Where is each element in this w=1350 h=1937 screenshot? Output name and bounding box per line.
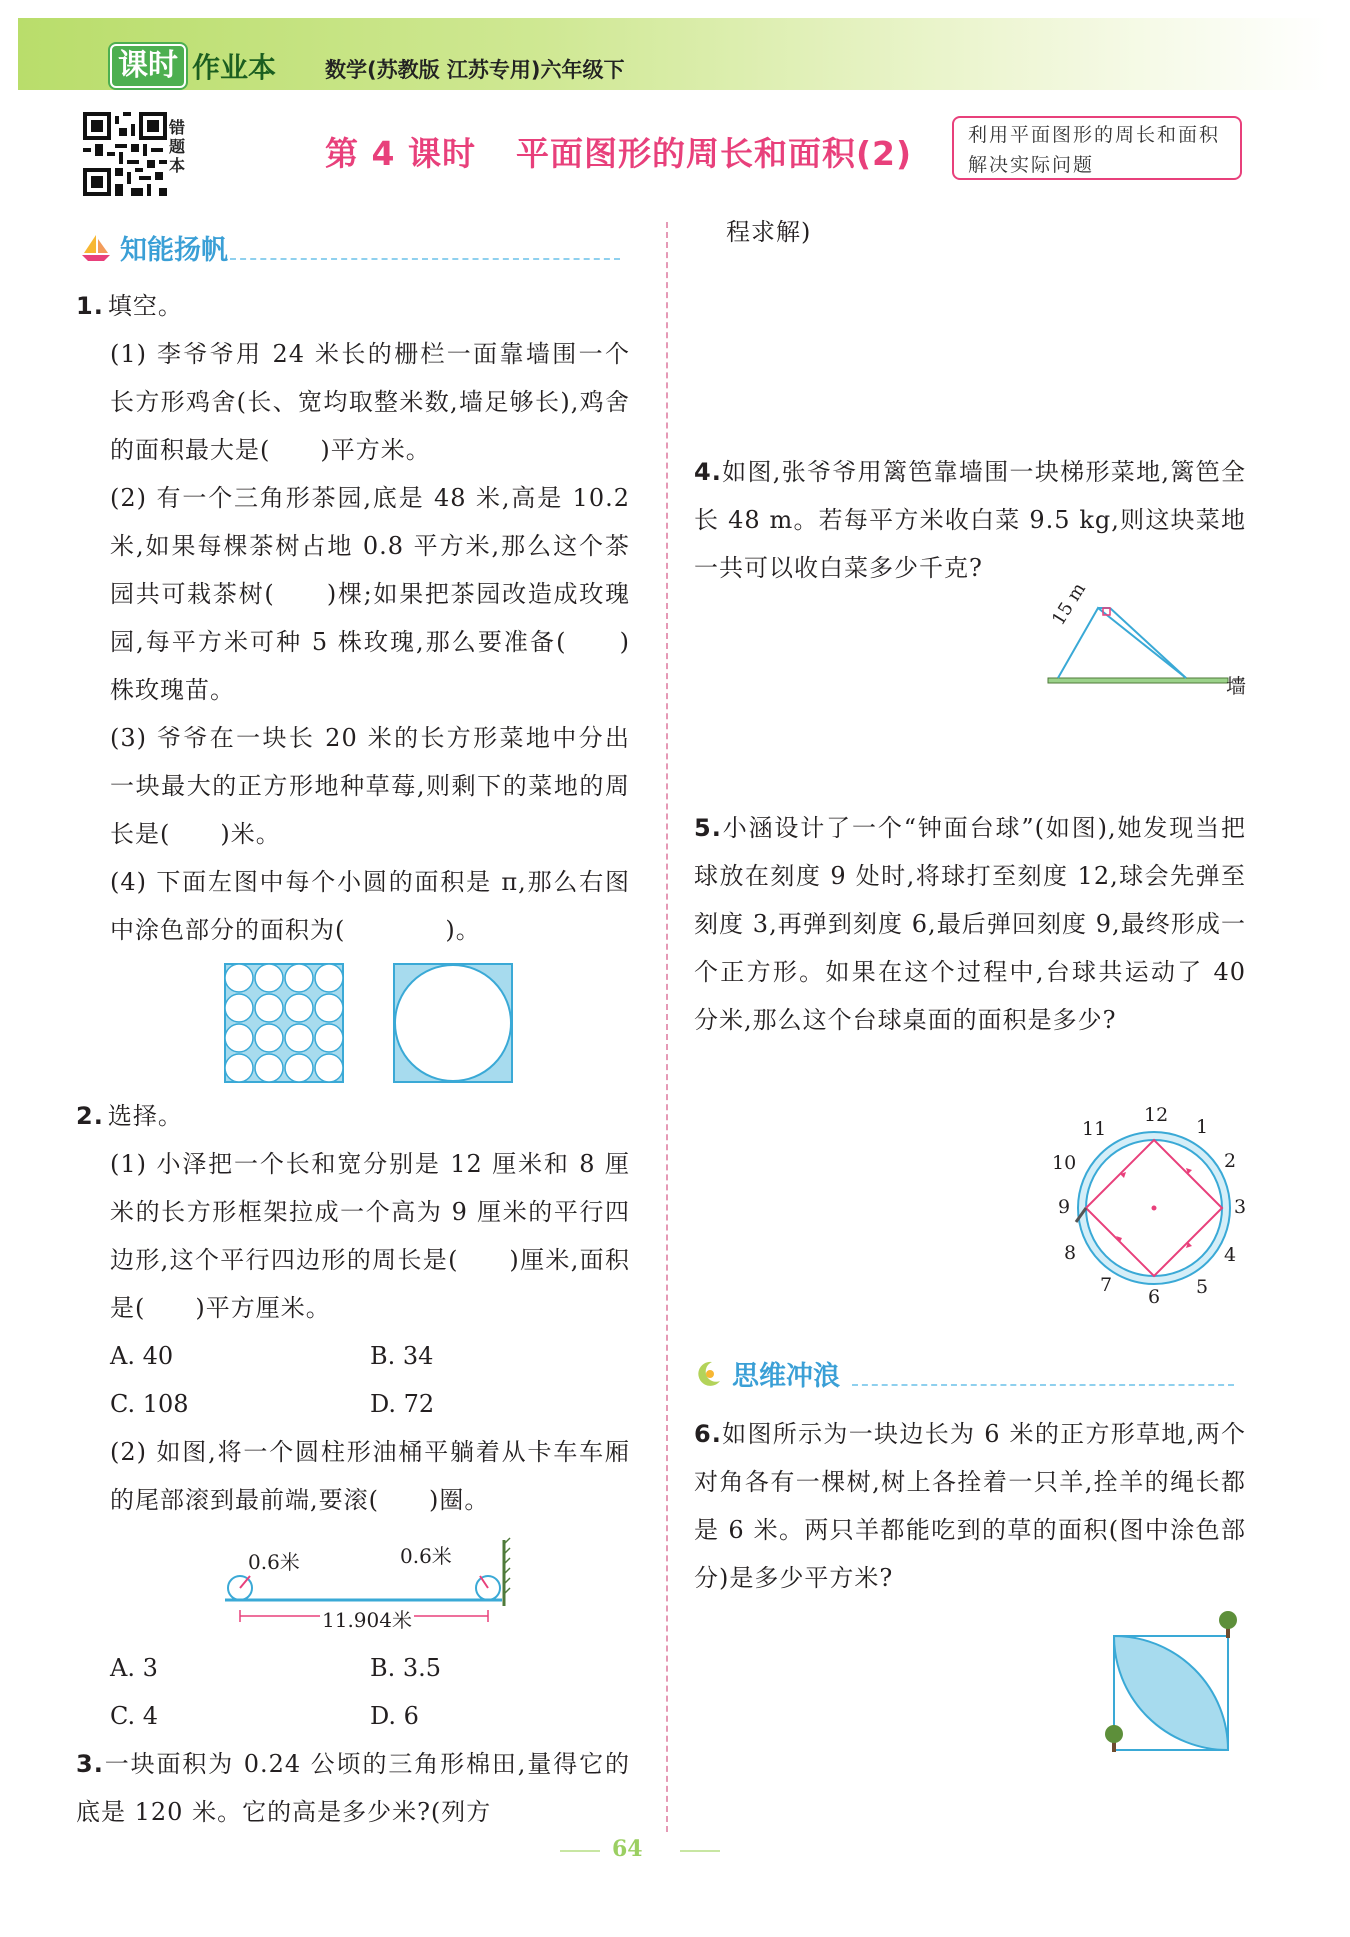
trapezoid-garden-figure (1040, 579, 1250, 698)
q2-1-option-b[interactable]: B. 34 (370, 1342, 434, 1370)
q1-part2: (2) 有一个三角形茶园,底是 48 米,高是 10.2 米,如果每棵茶树占地 0.8 平方米,那么这个茶园共可栽茶树( )棵;如果把茶园改造成玫瑰园,每平方米可种 5 株玫瑰,那么要准备( )株玫瑰苗。 (110, 484, 630, 704)
clock-1: 1 (1196, 1116, 1209, 1138)
page-number: 64 (612, 1836, 643, 1862)
brand-text: 作业本 (192, 51, 277, 84)
big-circle-figure (393, 963, 513, 1083)
brand-logo (110, 44, 276, 88)
footer-rule-right (680, 1850, 720, 1852)
clock-10: 10 (1052, 1152, 1077, 1174)
q5-text (694, 804, 1246, 1044)
section-head-2 (692, 1354, 840, 1393)
circles-grid-figure (224, 963, 344, 1083)
lesson-number: 第 4 课时 (325, 134, 476, 173)
q6-text (694, 1410, 1246, 1602)
q4-number: 4. (694, 458, 722, 486)
q6-body: 如图所示为一块边长为 6 米的正方形草地,两个对角各有一棵树,树上各拴着一只羊,拴羊的绳长都是 6 米。两只羊都能吃到的草的面积(图中涂色部分)是多少平方米? (694, 1420, 1246, 1592)
q1-part3: (3) 爷爷在一块长 20 米的长方形菜地中分出一块最大的正方形地种草莓,则剩下的菜地的周长是( )米。 (110, 724, 630, 848)
q2-heading (76, 1092, 183, 1140)
lawn-square-figure (1098, 1604, 1248, 1764)
column-divider (666, 222, 668, 1832)
q2-part2: (2) 如图,将一个圆柱形油桶平躺着从卡车车厢的尾部滚到最前端,要滚( )圈。 (110, 1438, 630, 1514)
clock-11: 11 (1082, 1118, 1107, 1140)
drum-right-radius: 0.6米 (400, 1544, 452, 1568)
section-title-1: 知能扬帆 (120, 235, 228, 266)
q2-2-option-d[interactable]: D. 6 (370, 1702, 419, 1730)
q2-title: 选择。 (107, 1102, 183, 1130)
fence-side-label: 15 m (1048, 579, 1091, 630)
footer-rule-left (560, 1850, 600, 1852)
q2-2-option-b[interactable]: B. 3.5 (370, 1654, 442, 1682)
section-divider-1 (230, 258, 620, 260)
wall-label: 墙 (1226, 674, 1246, 698)
q1-title: 填空。 (107, 292, 183, 320)
clock-2: 2 (1224, 1150, 1237, 1172)
clock-5: 5 (1196, 1276, 1209, 1298)
q1-part1: (1) 李爷爷用 24 米长的栅栏一面靠墙围一个长方形鸡舍(长、宽均取整米数,墙足够长),鸡舍的面积最大是( )平方米。 (110, 340, 630, 464)
q4-text (694, 448, 1246, 592)
q1-part4: (4) 下面左图中每个小圆的面积是 π,那么右图中涂色部分的面积为( )。 (110, 868, 630, 944)
brand-box: 课时 (110, 44, 186, 88)
bed-length: 11.904米 (320, 1604, 414, 1633)
clock-billiards-figure (1050, 1102, 1250, 1314)
clock-7: 7 (1100, 1274, 1113, 1296)
clock-4: 4 (1224, 1244, 1237, 1266)
q1-number: 1. (76, 292, 104, 320)
section-head-1 (80, 228, 228, 267)
qr-code-icon[interactable] (83, 112, 167, 196)
q5-body: 小涵设计了一个“钟面台球”(如图),她发现当把球放在刻度 9 处时,将球打至刻度 12,球会先弹至刻度 3,再弹到刻度 6,最后弹回刻度 9,最终形成一个正方形。如果在这个过程中,台球共运动了 40 分米,那么这个台球桌面的面积是多少? (694, 814, 1246, 1034)
sailboat-icon (80, 233, 112, 263)
q3-number: 3. (76, 1750, 104, 1778)
clock-9: 9 (1058, 1196, 1071, 1218)
moon-wave-icon (692, 1359, 724, 1389)
q3-continuation: 程求解) (726, 218, 812, 246)
q2-1-option-a[interactable]: A. 40 (110, 1342, 174, 1370)
lesson-objective: 利用平面图形的周长和面积解决实际问题 (952, 116, 1242, 180)
q2-1-option-d[interactable]: D. 72 (370, 1390, 435, 1418)
tree-icon (1219, 1611, 1237, 1638)
q3-body: 一块面积为 0.24 公顷的三角形棉田,量得它的底是 120 米。它的高是多少米?(列方 (76, 1750, 630, 1826)
clock-3: 3 (1234, 1196, 1247, 1218)
drum-left-radius: 0.6米 (248, 1550, 300, 1574)
q2-2-option-a[interactable]: A. 3 (110, 1654, 158, 1682)
qr-label: 错题本 (169, 118, 186, 175)
q2-2-option-c[interactable]: C. 4 (110, 1702, 159, 1730)
q5-number: 5. (694, 814, 722, 842)
section-title-2: 思维冲浪 (732, 1361, 840, 1392)
clock-8: 8 (1064, 1242, 1077, 1264)
q3-text (76, 1740, 630, 1836)
lesson-name: 平面图形的周长和面积(2) (515, 134, 913, 173)
section-divider-2 (852, 1384, 1234, 1386)
q2-part1: (1) 小泽把一个长和宽分别是 12 厘米和 8 厘米的长方形框架拉成一个高为 9 厘米的平行四边形,这个平行四边形的周长是( )厘米,面积是( )平方厘米。 (110, 1150, 630, 1322)
book-subtitle: 数学(苏教版 江苏专用)六年级下 (325, 58, 625, 82)
q6-number: 6. (694, 1420, 722, 1448)
clock-6: 6 (1148, 1286, 1161, 1308)
clock-12: 12 (1144, 1104, 1169, 1126)
oil-drum-figure (220, 1536, 520, 1632)
q4-body: 如图,张爷爷用篱笆靠墙围一块梯形菜地,篱笆全长 48 m。若每平方米收白菜 9.5 kg,则这块菜地一共可以收白菜多少千克? (694, 458, 1246, 582)
lesson-title (325, 128, 912, 175)
q1-heading (76, 282, 183, 330)
q2-1-option-c[interactable]: C. 108 (110, 1390, 189, 1418)
q2-number: 2. (76, 1102, 104, 1130)
